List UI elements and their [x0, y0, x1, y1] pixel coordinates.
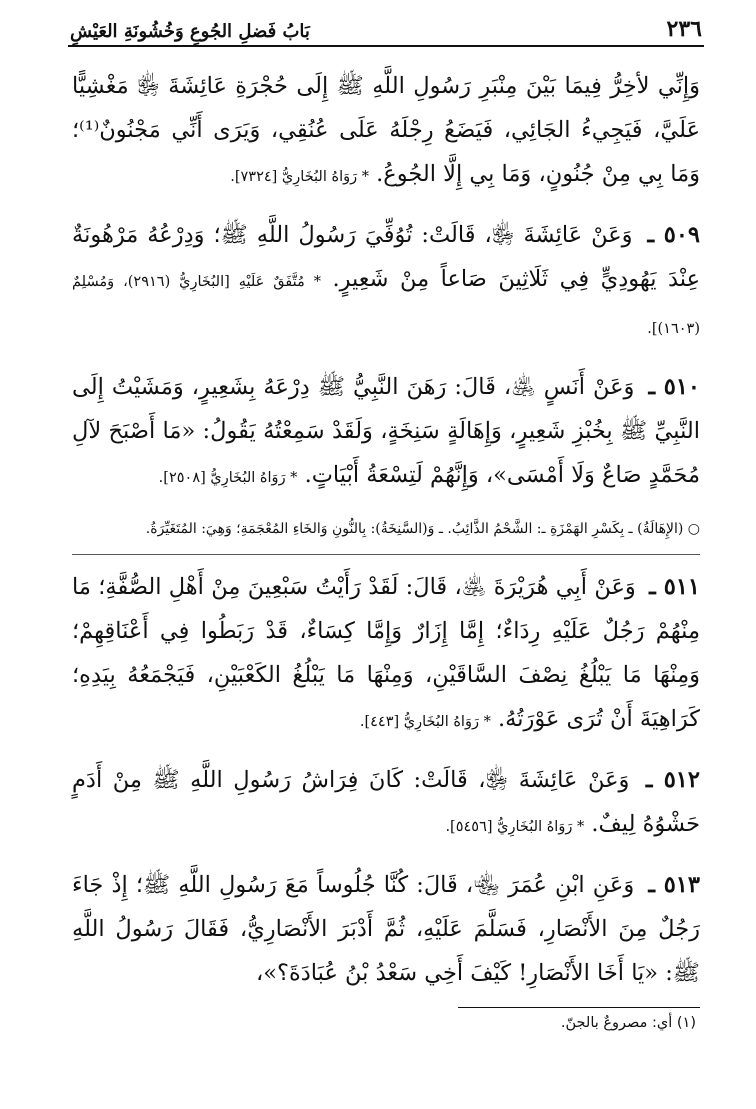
citation: * رَوَاهُ البُخَارِيُّ [٧٣٢٤].	[230, 169, 369, 185]
hadith-number: ٥١٢ ـ	[645, 767, 700, 793]
hadith-number: ٥١١ ـ	[649, 574, 700, 600]
hadith-510	[72, 365, 700, 500]
hadith-511	[72, 565, 700, 744]
footnote: (١) أي: مصروعٌ بالجنّ.	[560, 1015, 696, 1031]
hadith-512	[72, 758, 700, 849]
note-divider	[72, 554, 700, 555]
citation: * مُتَّفَقٌ عَلَيْهِ [البُخَارِيُّ (٢٩١٦)، وَمُسْلِمٌ (١٦٠٣)].	[72, 274, 700, 337]
citation: * رَوَاهُ البُخَارِيُّ [٤٤٣].	[359, 714, 491, 730]
hadith-text: وَعَنْ عَائِشَةَ ﵂، قَالَتْ: كَانَ فِرَاشُ رَسُولِ اللَّهِ ﷺ مِنْ أَدَمٍ حَشْوُهُ لِيفٌ.	[72, 767, 700, 837]
citation: * رَوَاهُ البُخَارِيُّ [٥٤٥٦].	[445, 819, 585, 835]
chapter-title: بَابُ فَضلِ الجُوعِ وَخُشُونَةِ العَيْشِ	[70, 21, 310, 42]
hadith-text: وَعَنْ أَبِي هُرَيْرَةَ ﵁، قَالَ: لَقَدْ رَأَيْتُ سَبْعِينَ مِنْ أَهْلِ الصُّفَّةِ؛ مَا مِنْهُمْ رَجُلٌ عَلَيْهِ رِدَاءٌ؛ إِمَّا إِزَارٌ وَإِمَّا كِسَاءٌ، قَدْ رَبَطُوا فِي أَعْنَاقِهِمْ؛ وَمِنْهَا مَا يَبْلُغُ نِصْفَ السَّاقَيْنِ، وَمِنْهَا مَا يَبْلُغُ الكَعْبَيْنِ، فَيَجْمَعُهُ بِيَدِهِ؛ كَرَاهِيَةَ أَنْ تُرَى عَوْرَتُهُ.	[72, 574, 700, 732]
page-header	[70, 12, 702, 42]
page-number: ٢٣٦	[666, 16, 702, 42]
hadith-text: وَعَنِ ابْنِ عُمَرَ ﵄، قَالَ: كُنَّا جُلُوساً مَعَ رَسُولِ اللَّهِ ﷺ؛ إِذْ جَاءَ رَجُلٌ مِنَ الأَنْصَارِ، فَسَلَّمَ عَلَيْهِ، ثُمَّ أَدْبَرَ الأَنْصَارِيُّ، فَقَالَ رَسُولُ اللَّهِ ﷺ: «يَا أَخَا الأَنْصَارِ! كَيْفَ أَخِي سَعْدُ بْنُ عُبَادَةَ؟»،	[72, 872, 700, 986]
continuation-paragraph	[72, 64, 700, 199]
hadith-509	[72, 213, 700, 351]
header-rule	[68, 45, 704, 47]
vocabulary-note: ○ (الإِهَالَةُ) ـ بِكَسْرِ الهَمْزَةِ ـ: الشَّحْمُ الذَّائِبُ. ـ وَ(السَّنِخَةُ): بِالنُّونِ وَالخَاءِ المُعْجَمَةِ؛ وَهِيَ: المُتَغَيِّرَةُ.	[145, 521, 700, 537]
hadith-number: ٥١٣ ـ	[648, 872, 700, 898]
hadith-text: وَعَنْ عَائِشَةَ ﵂، قَالَتْ: تُوُفِّيَ رَسُولُ اللَّهِ ﷺ؛ وَدِرْعُهُ مَرْهُونَةٌ عِنْدَ يَهُودِيٍّ فِي ثَلَاثِينَ صَاعاً مِنْ شَعِيرٍ.	[72, 222, 701, 292]
hadith-513	[72, 863, 700, 995]
page-body	[72, 64, 700, 1009]
footnote-rule	[458, 1007, 700, 1008]
continuation-text: وَإِنِّي لأخِرُّ فِيمَا بَيْنَ مِنْبَرِ رَسُولِ اللَّهِ ﷺ إِلَى حُجْرَةِ عَائِشَةَ ﵂ مَغْشِيًّا عَلَيَّ، فَيَجِيءُ الجَائِي، فَيَضَعُ رِجْلَهُ عَلَى عُنُقِي، وَيَرَى أَنِّي مَجْنُونٌ⁽¹⁾؛ وَمَا بِي مِنْ جُنُونٍ، وَمَا بِي إِلَّا الجُوعُ.	[72, 73, 700, 187]
hadith-number: ٥١٠ ـ	[648, 374, 700, 400]
citation: * رَوَاهُ البُخَارِيُّ [٢٥٠٨].	[158, 470, 298, 486]
hadith-number: ٥٠٩ ـ	[647, 222, 701, 248]
hadith-text: وَعَنْ أَنَسٍ ﵁، قَالَ: رَهَنَ النَّبِيُّ ﷺ دِرْعَهُ بِشَعِيرٍ، وَمَشَيْتُ إِلَى النَّبِيِّ ﷺ بِخُبْزِ شَعِيرٍ، وَإِهَالَةٍ سَنِخَةٍ، وَلَقَدْ سَمِعْتُهُ يَقُولُ: «مَا أَصْبَحَ لآلِ مُحَمَّدٍ صَاعٌ وَلَا أَمْسَى»، وَإِنَّهُمْ لَتِسْعَةُ أَبْيَاتٍ.	[72, 374, 700, 488]
